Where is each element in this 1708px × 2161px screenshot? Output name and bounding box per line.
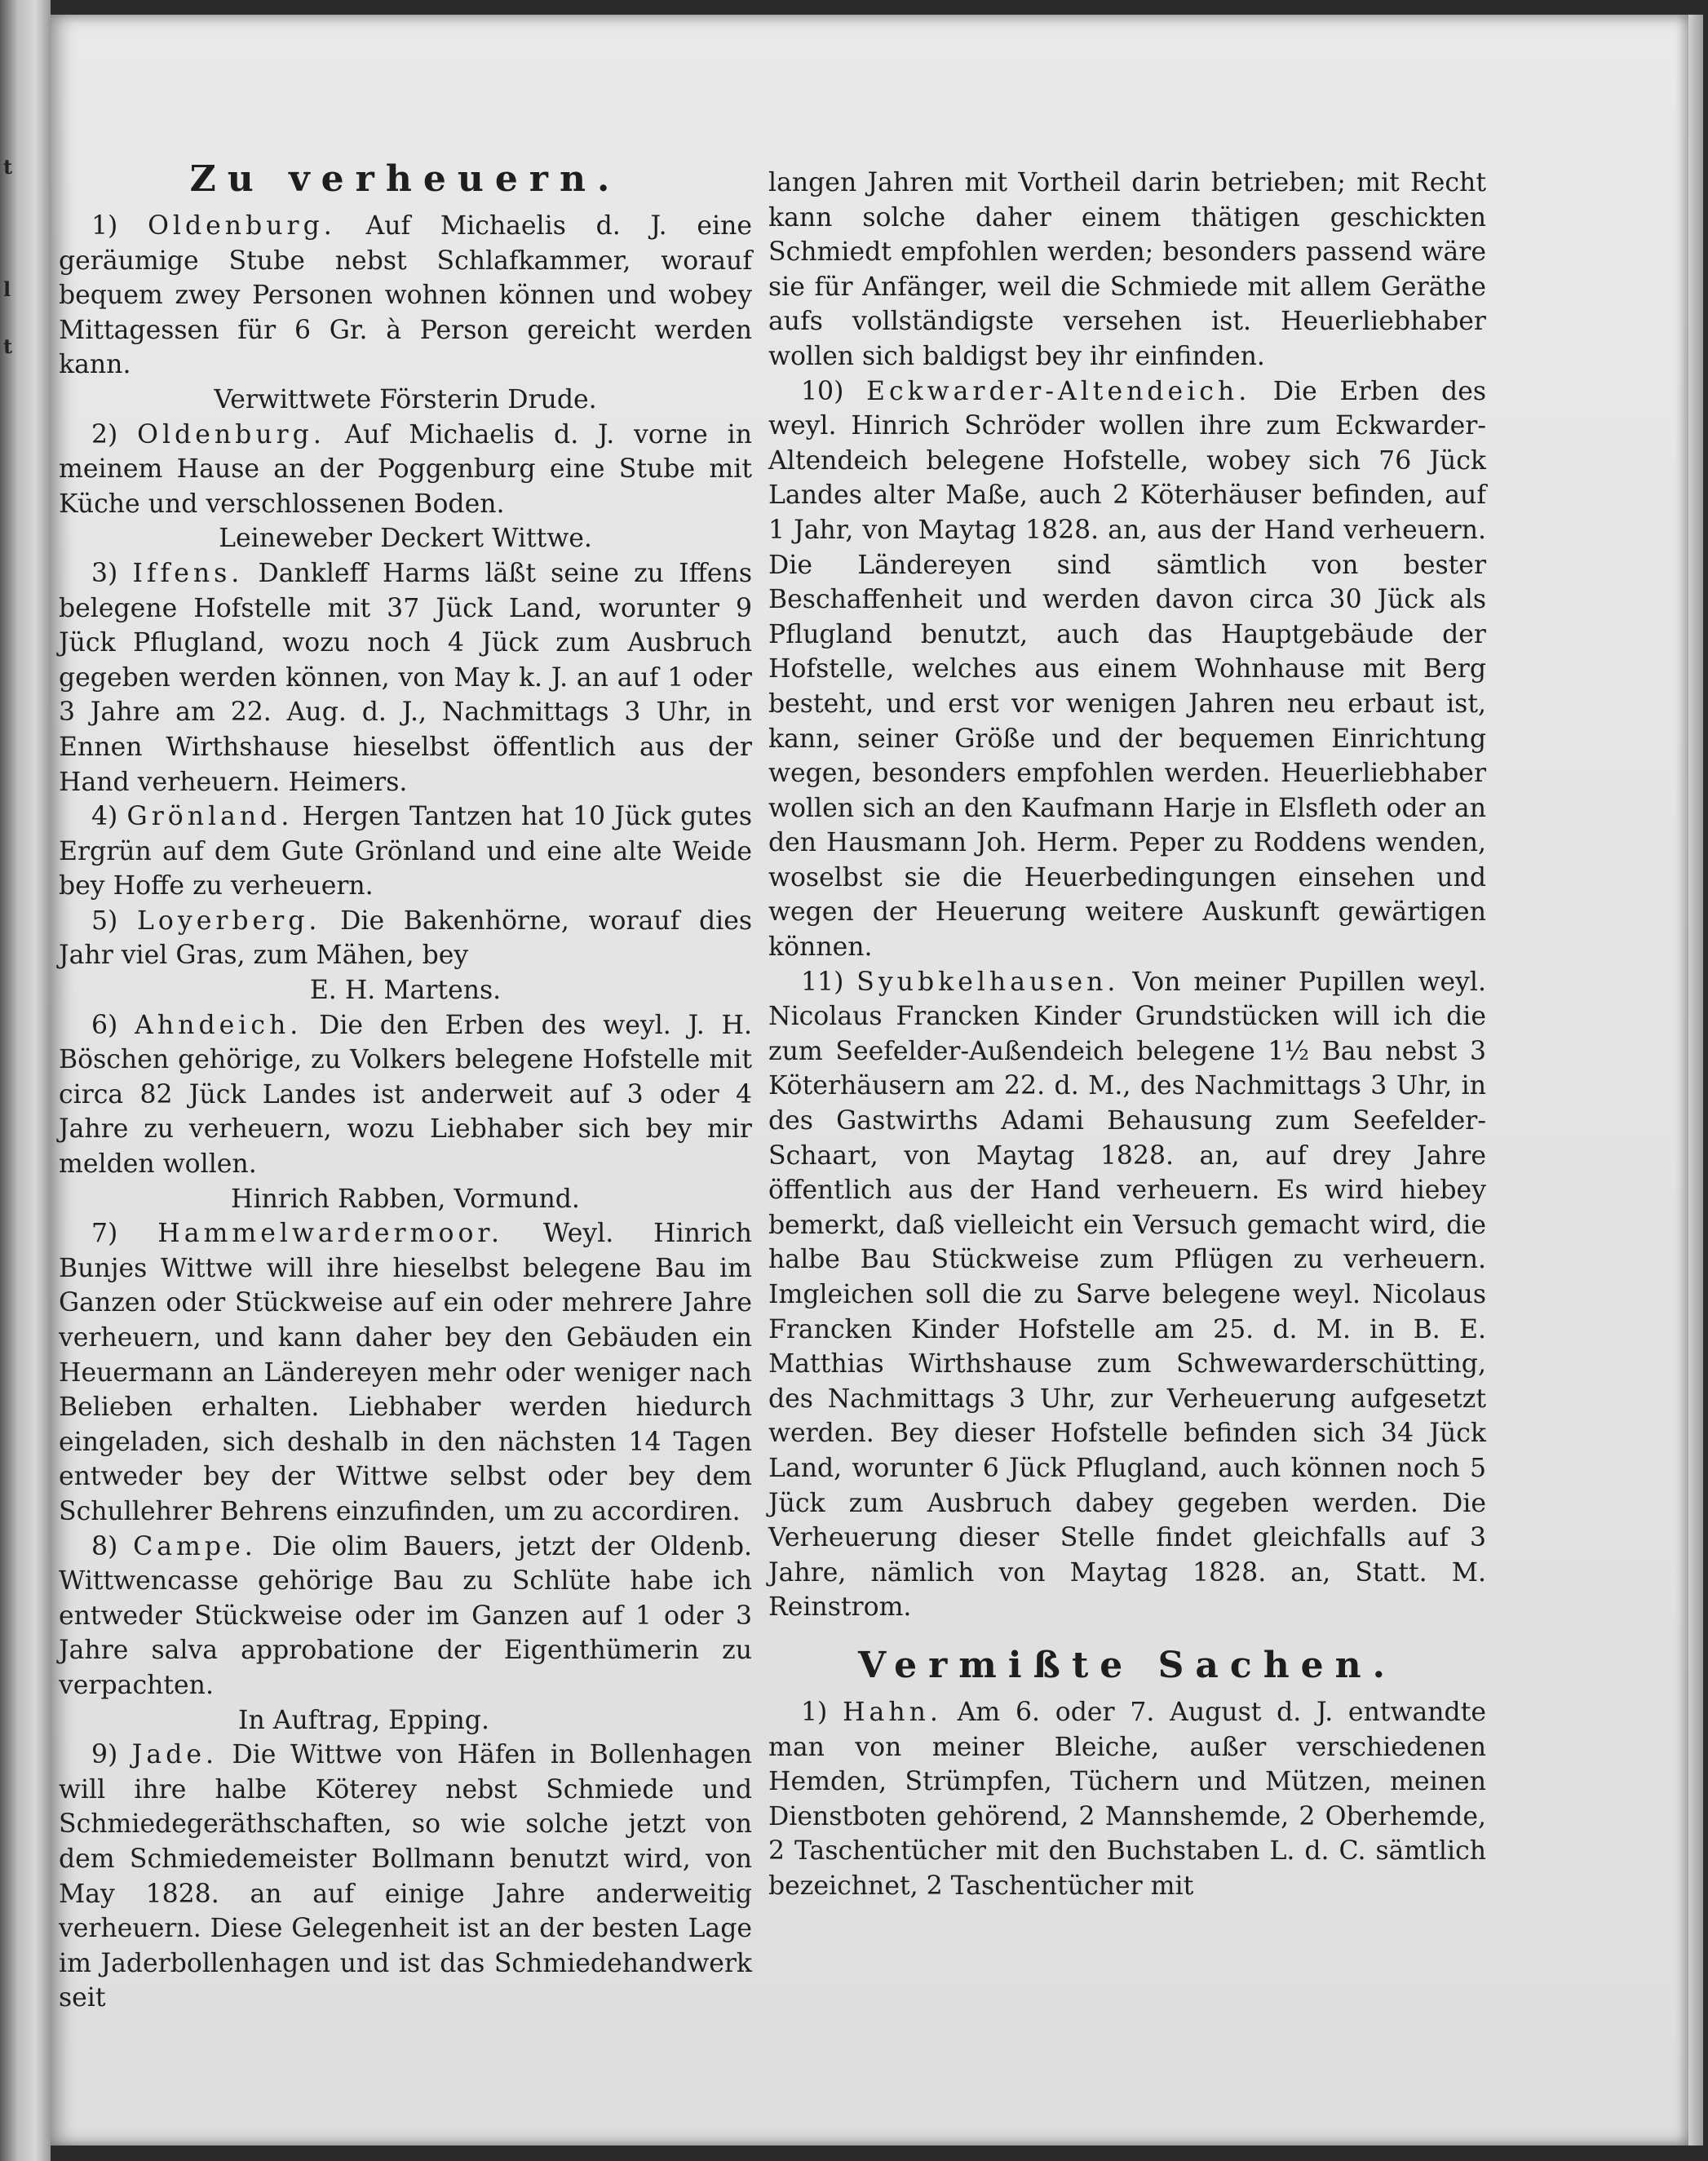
spine-letter: t [3, 334, 13, 358]
notice-number: 2) [91, 419, 118, 449]
notice-text: Am 6. oder 7. August d. J. entwandte man von meiner Bleiche, außer verschiedenen Hemden, Strümpfen, Tüchern und Mützen, meinen Dienstboten gehörend, 2 Mannshemde, 2 Oberhemde, 2 Taschentücher mit den Buchstaben L. d. C. sämtlich bezeichnet, 2 Taschentücher mit [768, 1697, 1487, 1901]
spine-letter: l [3, 277, 11, 301]
notice [59, 1008, 752, 1217]
notice-text: Auf Michaelis d. J. eine geräumige Stube nebst Schlafkammer, worauf bequem zwey Personen wohnen können und wobey Mittagessen für 6 Gr. à Person gereicht werden kann. [59, 211, 753, 380]
notice-text: Auf Michaelis d. J. vorne in meinem Hause an der Poggenburg eine Stube mit Küche und verschlossenen Boden. [59, 419, 752, 519]
notice-signature: Hinrich Rabben, Vormund. [231, 1184, 580, 1214]
right-column [768, 166, 1486, 1904]
notice [59, 209, 752, 418]
notice-continuation: langen Jahren mit Vortheil darin betrieben; mit Recht kann solche daher einem thätigen geschickten Schmiedt empfohlen werden; besonders passend wäre sie für Anfänger, weil die Schmiede mit allem Geräthe aufs vollständigste versehen ist. Heuerliebhaber wollen sich baldigst bey ihr einfinden. [768, 168, 1486, 371]
notice-text: Von meiner Pupillen weyl. Nicolaus Francken Kinder Grundstücken will ich die zum Seefelder-Außendeich belegene 1½ Bau nebst 3 Köterhäusern am 22. d. M., des Nachmittags 3 Uhr, in des Gastwirths Adami Behausung zum Seefelder-Schaart, von Maytag 1828. an, auf drey Jahre öffentlich aus der Hand verheuern. Es wird hiebey bemerkt, daß vielleicht ein Versuch gemacht wird, die halbe Bau Stückweise zum Pflügen zu verheuern. Imgleichen soll die zu Sarve belegene weyl. Nicolaus Francken Kinder Hofstelle am 25. d. M. in B. E. Matthias Wirthshause zum Schwewarderschütting, des Nachmittags 3 Uhr, zur Verheuerung aufgesetzt werden. Bey dieser Hofstelle befinden sich 34 Jück Land, worunter 6 Jück Pflugland, auch können noch 5 Jück zum Ausbruch dabey gegeben werden. Die Verheuerung dieser Stelle findet gleichfalls auf 3 Jahre, nämlich von Maytag 1828. an, Statt. M. Reinstrom. [768, 967, 1487, 1623]
notice-number: 6) [91, 1010, 118, 1040]
page-edge [1688, 15, 1703, 2146]
notice-place: Campe. [133, 1531, 257, 1561]
notice [59, 556, 752, 799]
notice-number: 9) [91, 1740, 118, 1770]
notice-text: Hergen Tantzen hat 10 Jück gutes Ergrün auf dem Gute Grönland und eine alte Weide bey Hoffe zu verheuern. [59, 802, 752, 901]
notice-text: Die den Erben des weyl. J. H. Böschen gehörige, zu Volkers belegene Hofstelle mit circa 82 Jück Landes ist anderweit auf 3 oder 4 Jahre zu verheuern, wozu Liebhaber sich bey mir melden wollen. [59, 1010, 753, 1180]
notice-number: 1) [91, 211, 118, 241]
section-heading-rentals: Zu verheuern. [189, 158, 622, 200]
notice-place: Iffens. [132, 558, 244, 588]
notice-text: Dankleff Harms läßt seine zu Iffens belegene Hofstelle mit 37 Jück Land, worunter 9 Jück Pflugland, wozu noch 4 Jück zum Ausbruch gegeben werden können, von May k. J. an auf 1 oder 3 Jahre am 22. Aug. d. J., Nachmittags 3 Uhr, in Ennen Wirthshause hieselbst öffentlich aus der Hand verheuern. Heimers. [59, 558, 752, 797]
left-column [59, 153, 752, 2016]
notice-place: Loyerberg. [137, 906, 321, 936]
notice [59, 418, 752, 556]
notice-place: Oldenburg. [137, 419, 325, 449]
notice-signature: Verwittwete Försterin Drude. [214, 384, 597, 414]
newspaper-page [51, 15, 1693, 2146]
notice-place: Hammelwardermoor. [157, 1219, 504, 1249]
notice-number: 4) [91, 802, 118, 832]
notice [768, 965, 1486, 1625]
notice-number: 11) [801, 967, 844, 997]
notice-text: Die Bakenhörne, worauf dies Jahr viel Gras, zum Mähen, bey [59, 906, 753, 971]
notice-text: Die olim Bauers, jetzt der Oldenb. Wittwencasse gehörige Bau zu Schlüte habe ich entweder Stückweise oder im Ganzen auf 1 oder 3 Jahre salva approbatione der Eigenthümerin zu verpachten. [59, 1531, 752, 1700]
notice-text: Weyl. Hinrich Bunjes Wittwe will ihre hieselbst belegene Bau im Ganzen oder Stückweise auf ein oder mehrere Jahre verheuern, und kann daher bey den Gebäuden ein Heuermann an Ländereyen mehr oder weniger nach Belieben erhalten. Liebhaber werden hiedurch eingeladen, sich deshalb in den nächsten 14 Tagen entweder bey der Wittwe selbst oder bey dem Schullehrer Behrens einzufinden, um zu accordiren. [59, 1219, 753, 1526]
notice-place: Ahndeich. [135, 1010, 303, 1040]
notice-number: 5) [91, 906, 118, 936]
notice-place: Oldenburg. [148, 211, 336, 241]
notice-number: 8) [91, 1531, 118, 1561]
notice [59, 799, 752, 904]
book-spine [0, 0, 51, 2161]
notice-number: 3) [91, 558, 118, 588]
notice-place: Jade. [131, 1740, 219, 1770]
notice [59, 1530, 752, 1738]
notice-signature: In Auftrag, Epping. [238, 1705, 489, 1735]
notice-text: Die Erben des weyl. Hinrich Schröder wollen ihre zum Eckwarder-Altendeich belegene Hofstelle, wobey sich 76 Jück Landes alter Maße, auch 2 Köterhäuser befinden, auf 1 Jahr, von Maytag 1828. an, aus der Hand verheuern. Die Ländereyen sind sämtlich von bester Beschaffenheit und werden davon circa 30 Jück als Pflugland benutzt, auch das Hauptgebäude der Hofstelle, welches aus einem Wohnhause mit Berg besteht, und erst vor wenigen Jahren neu erbaut ist, kann, seiner Größe und der bequemen Einrichtung wegen, besonders empfohlen werden. Heuerliebhaber wollen sich an den Kaufmann Harje in Elsfleth oder an den Hausmann Joh. Herm. Peper zu Roddens wenden, woselbst sie die Heuerbedingungen einsehen und wegen der Heuerung weitere Auskunft gewärtigen können. [768, 376, 1487, 963]
notice-signature: E. H. Martens. [309, 976, 502, 1006]
notice-place: Eckwarder-Altendeich. [865, 376, 1251, 406]
notice-place: Hahn. [843, 1697, 942, 1727]
notice-place: Grönland. [126, 802, 294, 832]
notice [768, 1695, 1486, 1904]
notice [59, 904, 752, 1008]
notice [59, 1738, 752, 2016]
notice [768, 374, 1486, 965]
notice-number: 10) [801, 376, 844, 406]
spine-letter: t [3, 155, 13, 179]
notice-place: Syubkelhausen. [856, 967, 1120, 997]
notice-text: Die Wittwe von Häfen in Bollenhagen will ihre halbe Köterey nebst Schmiede und Schmiedegeräthschaften, so wie solche jetzt von dem Schmiedemeister Bollmann benutzt wird, von May 1828. an auf einige Jahre anderweitig verheuern. Diese Gelegenheit ist an der besten Lage im Jaderbollenhagen und ist das Schmiedehandwerk seit [59, 1740, 752, 2013]
section-heading-missing-items: Vermißte Sachen. [858, 1644, 1396, 1686]
notice-number: 7) [91, 1219, 118, 1249]
notice-number: 1) [801, 1697, 828, 1727]
notice [59, 1216, 752, 1529]
notice-signature: Leineweber Deckert Wittwe. [219, 524, 592, 554]
